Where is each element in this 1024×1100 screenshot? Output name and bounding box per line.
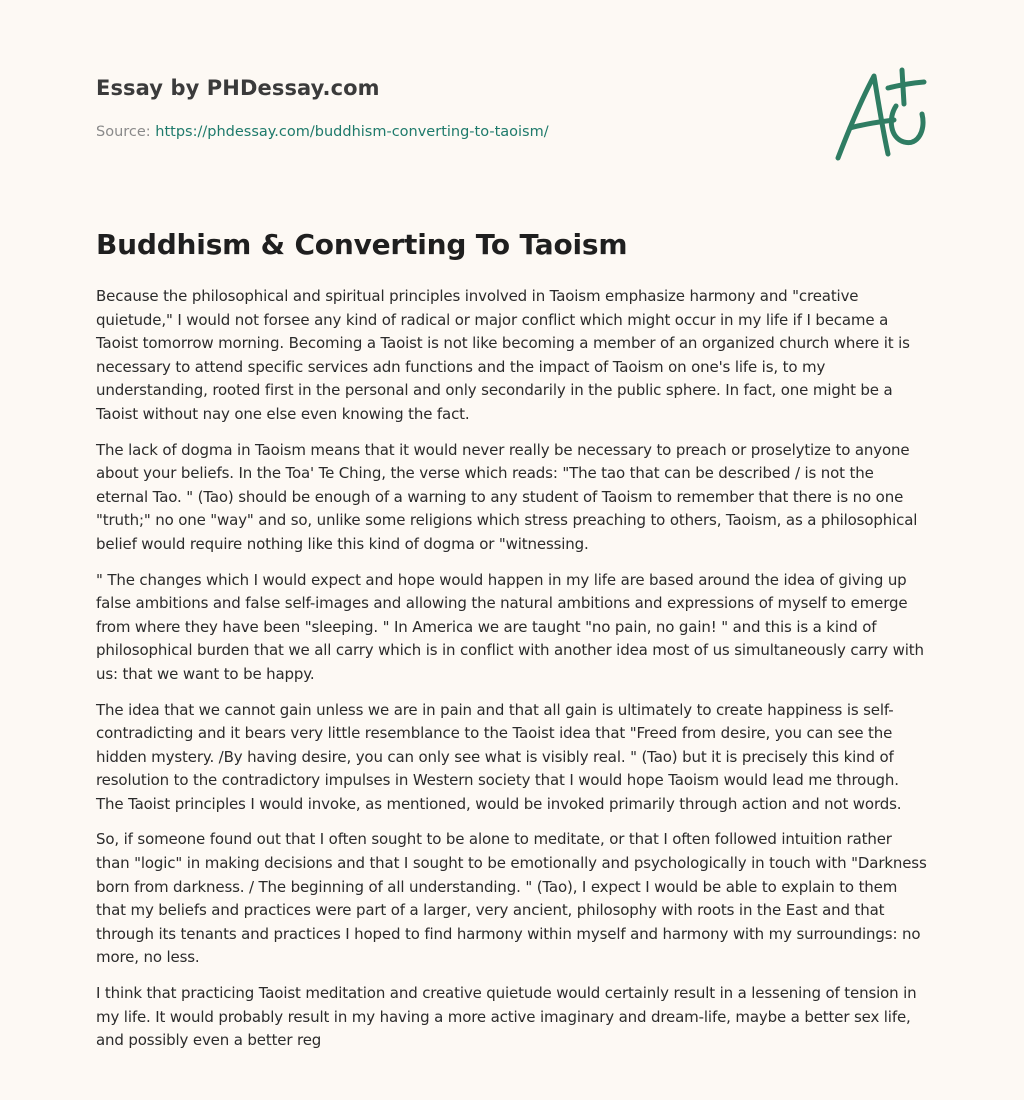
a-plus-logo-icon [824, 62, 934, 172]
essay-body [96, 285, 928, 1053]
source-line [96, 124, 549, 140]
essay-paragraph: Because the philosophical and spiritual principles involved in Taoism emphasize harmony and "creative quietude," I would not forsee any kind of radical or major conflict which might occur in my life if I became a Taoist tomorrow morning. Becoming a Taoist is not like becoming a member of an organized church where it is necessary to attend specific services adn functions and the impact of Taoism on one's life is, to my understanding, rooted first in the personal and only secondarily in the public sphere. In fact, one might be a Taoist without nay one else even knowing the fact. [96, 287, 910, 423]
essay-paragraph: So, if someone found out that I often sought to be alone to meditate, or that I often followed intuition rather than "logic" in making decisions and that I sought to be emotionally and psychologically in touch with "Darkness born from darkness. / The beginning of all understanding. " (Tao), I expect I would be able to explain to them that my beliefs and practices were part of a larger, very ancient, philosophy with roots in the East and that through its tenants and practices I hoped to find harmony within myself and harmony with my surroundings: no more, no less. [96, 830, 927, 967]
essay-paragraph: The lack of dogma in Taoism means that it would never really be necessary to preach or proselytize to anyone about your beliefs. In the Toa' Te Ching, the verse which reads: "The tao that can be described / is not the eternal Tao. " (Tao) should be enough of a warning to any student of Taoism to remember that there is no one "truth;" no one "way" and so, unlike some religions which stress preaching to others, Taoism, as a philosophical belief would require nothing like this kind of dogma or "witnessing. [96, 440, 918, 553]
source-label: Source: [96, 124, 156, 140]
essay-paragraph: I think that practicing Taoist meditation and creative quietude would certainly result in a lessening of tension in my life. It would probably result in my having a more active imaginary and dream-life, maybe a better sex life, and possibly even a better reg [96, 984, 917, 1050]
source-link[interactable]: https://phdessay.com/buddhism-converting-to-taoism/ [155, 124, 549, 140]
essay-paragraph: " The changes which I would expect and hope would happen in my life are based around the idea of giving up false ambitions and false self-images and allowing the natural ambitions and expressions of myself to emerge from where they have been "sleeping. " In America we are taught "no pain, no gain! " and this is a kind of philosophical burden that we all carry which is in conflict with another idea most of us simultaneously carry with us: that we want to be happy. [96, 570, 924, 683]
page-header [96, 0, 928, 200]
site-title: Essay by PHDessay.com [96, 76, 380, 100]
essay-title: Buddhism & Converting To Taoism [96, 228, 628, 261]
essay-paragraph: The idea that we cannot gain unless we are in pain and that all gain is ultimately to create happiness is self-contradicting and it bears very little resemblance to the Taoist idea that "Freed from desire, you can see the hidden mystery. /By having desire, you can only see what is visibly real. " (Tao) but it is precisely this kind of resolution to the contradictory impulses in Western society that I would hope Taoism would lead me through. The Taoist principles I would invoke, as mentioned, would be invoked primarily through action and not words. [96, 700, 902, 813]
